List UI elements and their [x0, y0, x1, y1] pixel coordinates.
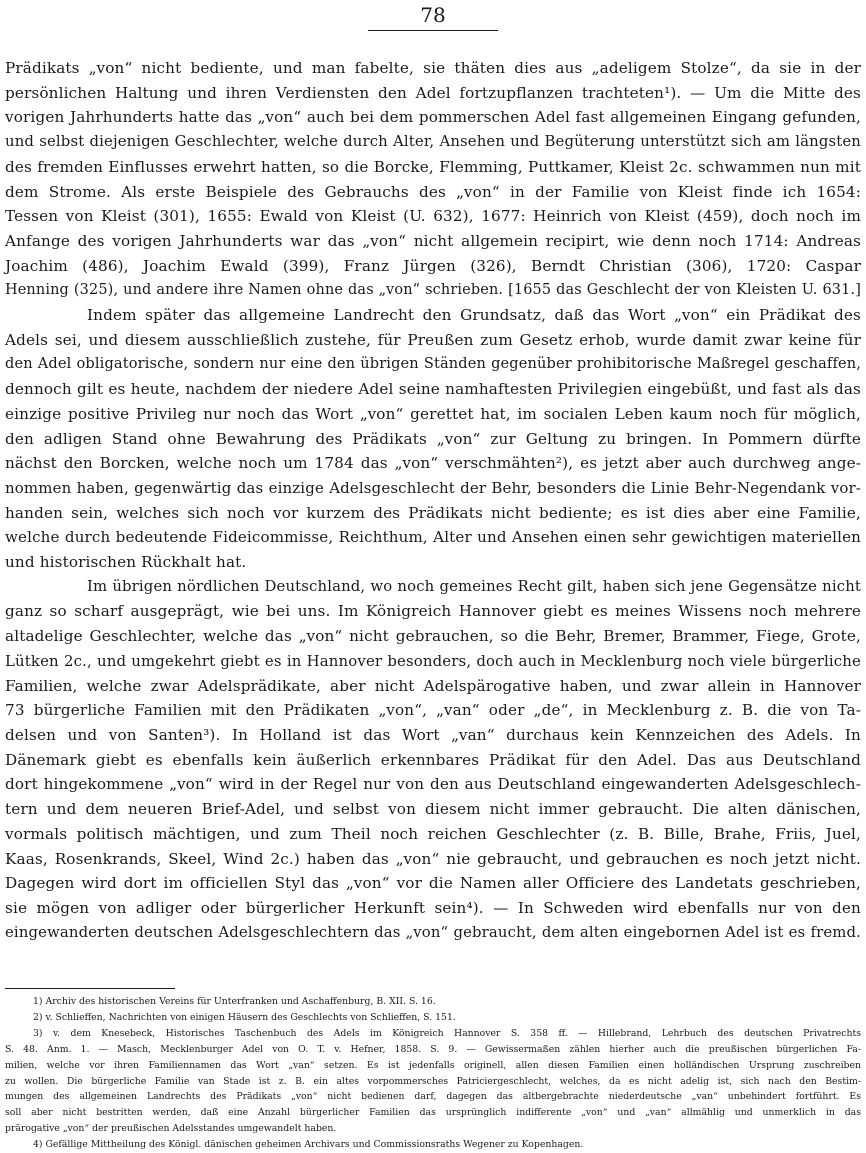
text-line: Anfange des vorigen Jahrhunderts war das „von“ nicht allgemein recipirt, wie denn noch 1714: Andreas: [5, 231, 861, 250]
text-line: vorigen Jahrhunderts hatte das „von“ auch bei dem pommerschen Adel fast allgemeinen Eingang gefunden,: [5, 108, 861, 127]
footnote-line: zu wollen. Die bürgerliche Familie van Stade ist z. B. ein altes vorpommersches Patriciergeschlecht, welches, da es nicht adelig ist, sich nach den Bestim-: [5, 1075, 861, 1087]
footnote-line: 2) v. Schlieffen, Nachrichten von einigen Häusern des Geschlechts von Schlieffen, S. 151.: [33, 1011, 456, 1023]
text-line: Kaas, Rosenkrands, Skeel, Wind 2c.) haben das „von“ nie gebraucht, und gebrauchen es noch jetzt nicht.: [5, 849, 861, 868]
text-line: vormals politisch mächtigen, und zum Theil noch reichen Geschlechter (z. B. Bille, Brahe, Friis, Juel,: [5, 824, 861, 843]
footnote-rule: [5, 988, 175, 989]
text-line: und historischen Rückhalt hat.: [5, 553, 247, 572]
text-line: des fremden Einflusses erwehrt hatten, so die Borcke, Flemming, Puttkamer, Kleist 2c. schwammen nun mit: [5, 157, 861, 176]
text-line: Henning (325), und andere ihre Namen ohne das „von“ schrieben. [1655 das Geschlecht der von Kleisten U. 631.]: [5, 282, 861, 299]
text-line: dem Strome. Als erste Beispiele des Gebrauchs des „von“ in der Familie von Kleist finde ich 1654:: [5, 182, 861, 201]
footnote-line: S. 48. Anm. 1. — Masch, Mecklenburger Adel von O. T. v. Hefner, 1858. S. 9. — Gewissermaßen zählen hierher auch die preußischen bürgerlichen Fa-: [5, 1043, 861, 1055]
text-line: 73 bürgerliche Familien mit den Prädikaten „von“, „van“ oder „de“, in Mecklenburg z. B. die von Ta-: [5, 701, 861, 720]
text-line: den adligen Stand ohne Bewahrung des Prädikats „von“ zur Geltung zu bringen. In Pommern dürfte: [5, 429, 861, 448]
footnotes: [5, 994, 861, 1153]
text-line: Indem später das allgemeine Landrecht den Grundsatz, daß das Wort „von“ ein Prädikat des: [87, 306, 861, 325]
body-text: [5, 56, 861, 945]
text-line: nächst den Borcken, welche noch um 1784 das „von“ verschmähten²), es jetzt aber auch durchweg ange-: [5, 454, 861, 473]
text-line: delsen und von Santen³). In Holland ist das Wort „van“ durchaus kein Kennzeichen des Adels. In: [5, 725, 861, 744]
text-line: tern und dem neueren Brief-Adel, und selbst von diesem nicht immer gebraucht. Die alten dänischen,: [5, 800, 861, 819]
text-line: Tessen von Kleist (301), 1655: Ewald von Kleist (U. 632), 1677: Heinrich von Kleist (459), doch noch im: [5, 207, 861, 226]
page-number: 78: [420, 3, 446, 27]
text-line: den Adel obligatorische, sondern nur eine den übrigen Ständen gegenüber prohibitorische Maßregel geschaffen,: [5, 356, 861, 373]
text-line: Dagegen wird dort im officiellen Styl das „von“ vor die Namen aller Officiere des Landetats geschrieben,: [5, 874, 861, 893]
footnote-line: 1) Archiv des historischen Vereins für Unterfranken und Aschaffenburg, B. XII. S. 16.: [33, 996, 436, 1007]
text-line: Joachim (486), Joachim Ewald (399), Franz Jürgen (326), Berndt Christian (306), 1720: Caspar: [5, 256, 861, 275]
footnote-line: 4) Gefällige Mittheilung des Königl. dänischen geheimen Archivars und Commissionsraths Wegener zu Kopenhagen.: [33, 1139, 584, 1151]
text-line: Prädikats „von“ nicht bediente, und man fabelte, sie thäten dies aus „adeligem Stolze“, da sie in der: [5, 59, 861, 77]
text-line: Lütken 2c., und umgekehrt giebt es in Hannover besonders, doch auch in Mecklenburg noch viele bürgerliche: [5, 651, 861, 670]
footnote-line: milien, welche vor ihren Familiennamen das Wort „van“ setzen. Es ist jedenfalls originell, allen diesen Familien einen holländischen Ursprung zuschreiben: [5, 1059, 861, 1071]
text-line: und selbst diejenigen Geschlechter, welche durch Alter, Ansehen und Begüterung unterstützt sich am längsten: [5, 133, 861, 151]
text-line: eingewanderten deutschen Adelsgeschlechtern das „von“ gebraucht, dem alten eingebornen Adel ist es fremd.: [5, 923, 861, 941]
text-line: Dänemark giebt es ebenfalls kein äußerlich erkennbares Prädikat für den Adel. Das aus Deutschland: [5, 750, 861, 769]
text-line: welche durch bedeutende Fideicommisse, Reichthum, Alter und Ansehen einen sehr gewichtigen materiellen: [5, 528, 861, 547]
text-line: altadelige Geschlechter, welche das „von“ nicht gebrauchen, so die Behr, Bremer, Brammer, Fiege, Grote,: [5, 627, 861, 646]
text-line: ganz so scharf ausgeprägt, wie bei uns. Im Königreich Hannover giebt es meines Wissens noch mehrere: [5, 602, 861, 621]
text-line: handen sein, welches sich noch vor kurzem des Prädikats nicht bediente; es ist dies aber eine Familie,: [5, 503, 861, 522]
text-line: dort hingekommene „von“ wird in der Regel nur von den aus Deutschland eingewanderten Adelsgeschlech-: [5, 775, 861, 794]
text-line: einzige positive Privileg nur noch das Wort „von“ gerettet hat, im socialen Leben kaum noch für möglich,: [5, 404, 861, 423]
header-rule: [368, 30, 498, 31]
footnote-line: mungen des allgemeinen Landrechts des Prädikats „von“ nicht bedienen darf, dagegen das altbergebrachte niederdeutsche „van“ unbehindert fortführt. Es: [5, 1091, 861, 1103]
footnote-line: soll aber nicht bestritten werden, daß eine Anzahl bürgerlicher Familien das ursprünglich indifferente „von“ und „van“ allmählig und unmerklich in das: [5, 1107, 861, 1119]
footnote-line: prärogative „von“ der preußischen Adelsstandes umgewandelt haben.: [5, 1123, 337, 1135]
text-line: nommen haben, gegenwärtig das einzige Adelsgeschlecht der Behr, besonders die Linie Behr-Negendank vor-: [5, 478, 861, 497]
text-line: persönlichen Haltung und ihren Verdiensten den Adel fortzupflanzen trachteten¹). — Um die Mitte des: [5, 83, 861, 102]
footnote-line: 3) v. dem Knesebeck, Historisches Taschenbuch des Adels im Königreich Hannover S. 358 ff. — Hillebrand, Lehrbuch des deutschen Privatrechts: [33, 1027, 861, 1039]
text-line: dennoch gilt es heute, nachdem der niedere Adel seine namhaftesten Privilegien eingebüßt, und fast als das: [5, 380, 861, 399]
text-line: sie mögen von adliger oder bürgerlicher Herkunft sein⁴). — In Schweden wird ebenfalls nur von den: [5, 898, 861, 917]
text-line: Familien, welche zwar Adelsprädikate, aber nicht Adelspärogative haben, und zwar allein in Hannover: [5, 676, 861, 695]
text-line: Adels sei, und diesem ausschließlich zustehe, für Preußen zum Gesetz erhob, wurde damit zwar keine für: [5, 330, 861, 349]
text-line: Im übrigen nördlichen Deutschland, wo noch gemeines Recht gilt, haben sich jene Gegensätze nicht: [87, 577, 861, 595]
